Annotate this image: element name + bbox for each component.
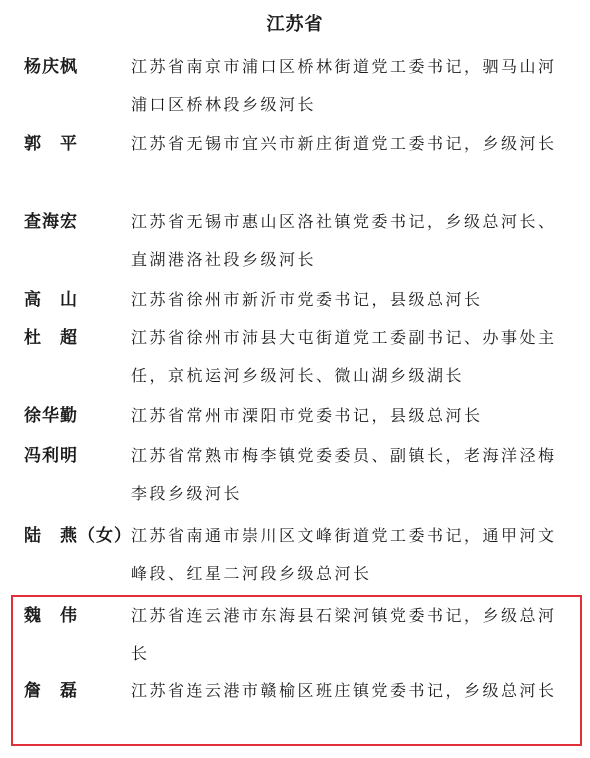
person-description: 江苏省连云港市赣榆区班庄镇党委书记，乡级总河长 bbox=[131, 681, 557, 700]
person-name: 杨庆枫 bbox=[24, 57, 78, 77]
person-name: 冯利明 bbox=[24, 446, 78, 466]
person-description: 江苏省无锡市宜兴市新庄街道党工委书记，乡级河长 bbox=[131, 134, 557, 153]
person-name: 高 山 bbox=[24, 290, 78, 310]
person-description: 江苏省无锡市惠山区洛社镇党委书记，乡级总河长、直湖港洛社段乡级河长 bbox=[131, 212, 557, 269]
person-description: 江苏省常州市溧阳市党委书记，县级总河长 bbox=[131, 406, 483, 425]
person-description: 江苏省南京市浦口区桥林街道党工委书记，驷马山河浦口区桥林段乡级河长 bbox=[131, 57, 557, 114]
person-description: 江苏省徐州市新沂市党委书记，县级总河长 bbox=[131, 290, 483, 309]
person-description: 江苏省徐州市沛县大屯街道党工委副书记、办事处主任，京杭运河乡级河长、微山湖乡级湖长 bbox=[131, 328, 557, 385]
person-description: 江苏省常熟市梅李镇党委委员、副镇长，老海洋泾梅李段乡级河长 bbox=[131, 446, 557, 503]
person-description: 江苏省南通市崇川区文峰街道党工委书记，通甲河文峰段、红星二河段乡级总河长 bbox=[131, 526, 557, 583]
person-name: 魏 伟 bbox=[24, 606, 78, 626]
person-name: 杜 超 bbox=[24, 328, 78, 348]
section-title: 江苏省 bbox=[266, 14, 324, 35]
person-name: 詹 磊 bbox=[24, 681, 78, 701]
person-description: 江苏省连云港市东海县石梁河镇党委书记，乡级总河长 bbox=[131, 606, 557, 663]
person-name: 查海宏 bbox=[24, 212, 78, 232]
person-name: 徐华勤 bbox=[24, 406, 78, 426]
person-name: 陆 燕（女） bbox=[24, 526, 132, 546]
person-name: 郭 平 bbox=[24, 134, 78, 154]
